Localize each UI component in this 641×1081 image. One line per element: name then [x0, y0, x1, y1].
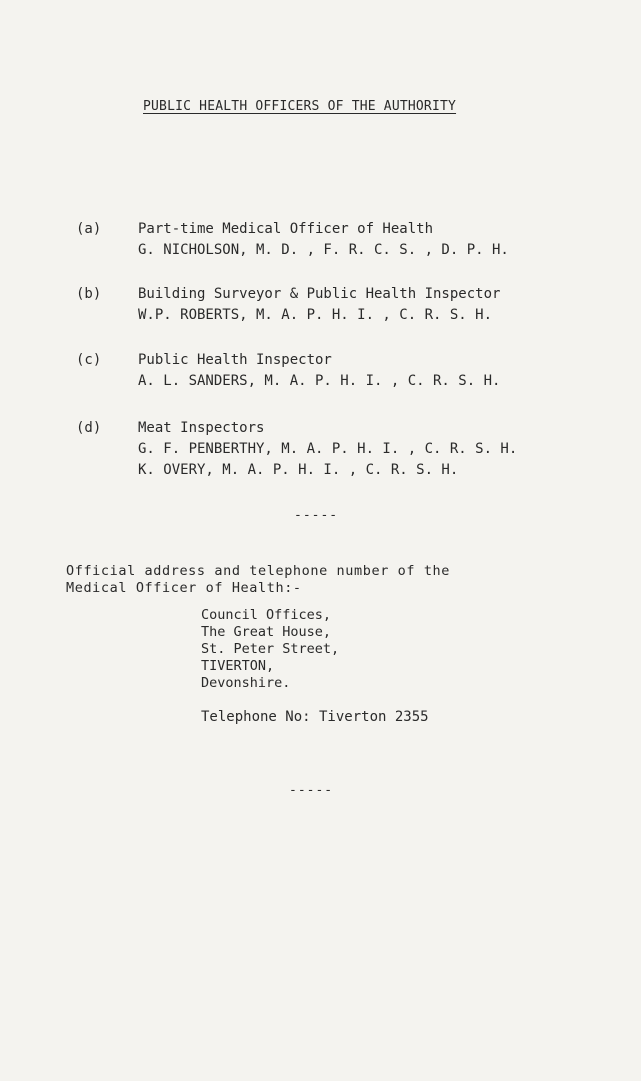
address-intro-line: Official address and telephone number of the — [66, 563, 451, 579]
officer-entry-b — [76, 284, 500, 326]
entry-role: Public Health Inspector — [138, 352, 332, 368]
postal-address — [201, 607, 339, 692]
officer-entry-a — [76, 219, 509, 261]
entry-role: Meat Inspectors — [138, 420, 265, 436]
entry-marker: (c) — [76, 352, 102, 368]
officer-entry-d — [76, 418, 517, 481]
entry-marker: (b) — [76, 286, 102, 302]
entry-role: Building Surveyor & Public Health Inspector — [138, 286, 501, 302]
entry-marker: (a) — [76, 221, 102, 237]
address-line: The Great House, — [201, 624, 332, 640]
page-title: PUBLIC HEALTH OFFICERS OF THE AUTHORITY — [143, 99, 457, 114]
bottom-separator: ----- — [289, 783, 334, 798]
address-line: TIVERTON, — [201, 658, 275, 674]
entry-name: G. NICHOLSON, M. D. , F. R. C. S. , D. P. H. — [138, 242, 509, 258]
entry-role: Part-time Medical Officer of Health — [138, 221, 434, 237]
address-intro-line: Medical Officer of Health:- — [66, 580, 302, 596]
entry-name: W.P. ROBERTS, M. A. P. H. I. , C. R. S. H. — [138, 307, 493, 323]
address-line: St. Peter Street, — [201, 641, 340, 657]
entry-marker: (d) — [76, 420, 102, 436]
address-line: Devonshire. — [201, 675, 291, 691]
entry-name: A. L. SANDERS, M. A. P. H. I. , C. R. S. H. — [138, 373, 501, 389]
address-intro — [66, 563, 450, 597]
entry-name: G. F. PENBERTHY, M. A. P. H. I. , C. R. S. H. — [138, 441, 518, 457]
section-separator: ----- — [294, 508, 339, 523]
officer-entry-c — [76, 350, 500, 392]
entry-name: K. OVERY, M. A. P. H. I. , C. R. S. H. — [138, 462, 459, 478]
address-line: Council Offices, — [201, 607, 332, 623]
telephone-number: Telephone No: Tiverton 2355 — [201, 709, 429, 725]
